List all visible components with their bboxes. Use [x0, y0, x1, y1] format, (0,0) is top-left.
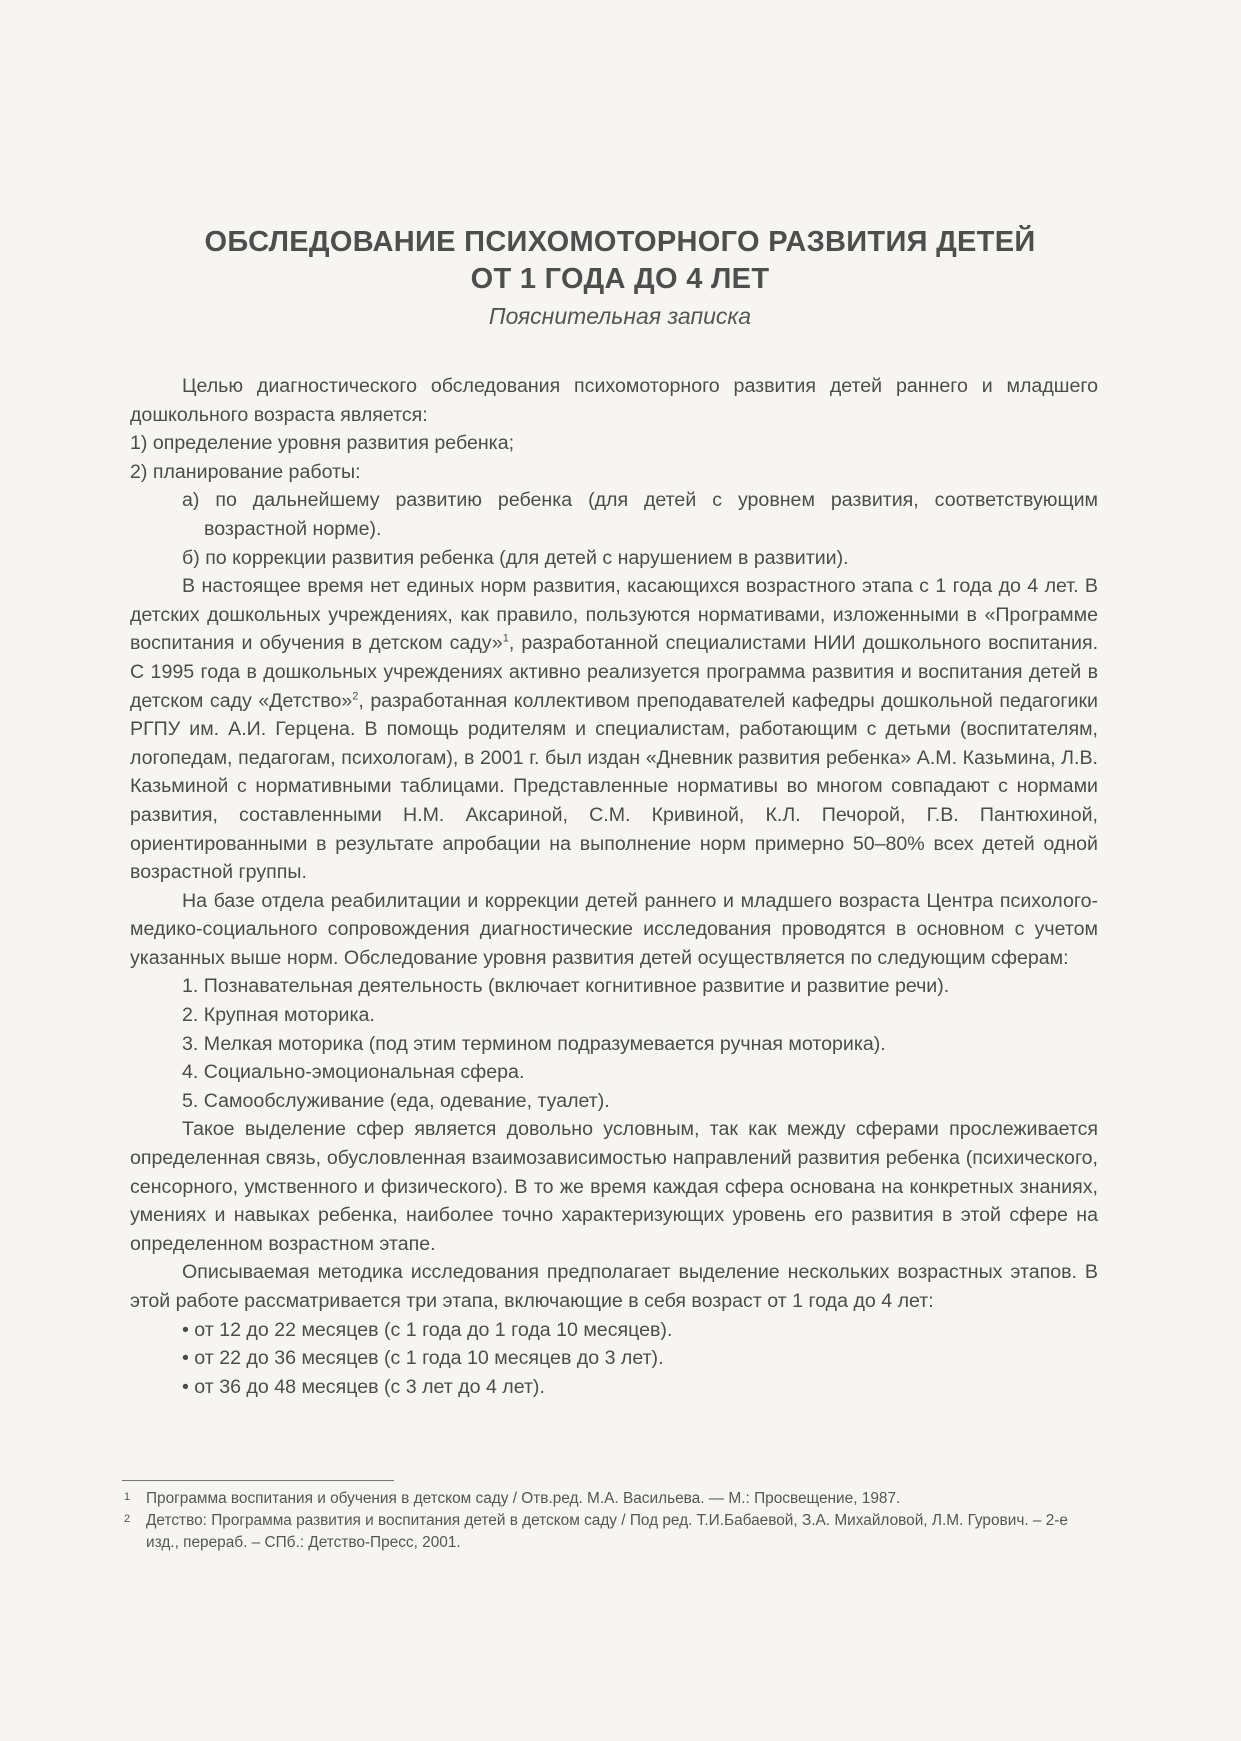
paragraph-center: На базе отдела реабилитации и коррекции детей раннего и младшего возраста Центра психолого-медико-социального сопровождения диагностические исследования проводятся в основном с учетом указанных выше норм. Обследование уровня развития детей осуществляется по следующим сферам: [130, 889, 1098, 969]
footnotes [122, 1488, 1102, 1554]
paragraph-method: Описываемая методика исследования предполагает выделение нескольких возрастных этапов. В этой работе рассматривается три этапа, включающие в себя возраст от 1 года до 4 лет: [130, 1261, 1098, 1312]
sphere-item: 2. Крупная моторика. [182, 1004, 375, 1027]
paragraph-norms-part-2: , разработанной специалистами НИИ дошкольного воспитания. С 1995 года в дошкольных учреждениях активно реализуется программа развития и воспитания детей в детском саду «Детство» [130, 632, 1099, 712]
sphere-item: 1. Познавательная деятельность (включает когнитивное развитие и развитие речи). [182, 975, 950, 998]
footnote-ref-1: 1 [502, 632, 509, 645]
page-subtitle: Пояснительная записка [488, 303, 752, 329]
paragraph-norms [130, 572, 1098, 887]
title-block [120, 224, 1120, 332]
footnote-divider [122, 1480, 394, 1481]
paragraph-intro: Целью диагностического обследования психомоторного развития детей раннего и младшего дошкольного возраста является: [130, 375, 1098, 426]
list-item: 2) планирование работы: [130, 460, 361, 483]
stage-item: • от 12 до 22 месяцев (с 1 года до 1 года 10 месяцев). [182, 1318, 673, 1341]
list-item: 1) определение уровня развития ребенка; [130, 432, 515, 455]
footnote-number: 1 [124, 1491, 131, 1503]
stage-item: • от 36 до 48 месяцев (с 3 лет до 4 лет). [182, 1375, 545, 1398]
sub-list-item-text: а) по дальнейшему развитию ребенка (для детей с уровнем развития, соответствующим возрастной норме). [182, 489, 1098, 540]
sub-list-item: б) по коррекции развития ребенка (для детей с нарушением в развитии). [182, 546, 849, 569]
footnote-ref-2: 2 [352, 690, 359, 702]
paragraph-norms-part-1: В настоящее время нет единых норм развития, касающихся возрастного этапа с 1 года до 4 лет. В детских дошкольных учреждениях, как правило, пользуются нормативами, изложенными в «Программе воспитания и обучения в детском саду» [130, 575, 1098, 655]
sphere-item: 3. Мелкая моторика (под этим термином подразумевается ручная моторика). [182, 1032, 886, 1055]
footnote-text: Детство: Программа развития и воспитания детей в детском саду / Под ред. Т.И.Бабаевой, З.А. Михайловой, Л.М. Гурович. – 2-е изд., перераб. – СПб.: Детство-Пресс, 2001. [146, 1512, 1068, 1551]
paragraph-norms-part-3: , разработанная коллективом преподавателей кафедры дошкольной педагогики РГПУ им. А.И. Герцена. В помощь родителям и специалистам, работающим с детьми (воспитателям, логопедам, педагогам, психологам), в 2001 г. был издан «Дневник развития ребенка» А.М. Казьмина, Л.В. Казьминой с нормативными таблицами. Представленные нормативы во многом совпадают с нормами развития, составленными Н.М. Аксариной, С.М. Кривиной, К.Л. Печорой, Г.В. Пантюхиной, ориентированными в результате апробации на выполнение норм примерно 50–80% всех детей одной возрастной группы. [130, 689, 1098, 884]
footnote-text: Программа воспитания и обучения в детском саду / Отв.ред. М.А. Васильева. — М.: Просвещение, 1987. [146, 1490, 901, 1507]
page-title-line-1: ОБСЛЕДОВАНИЕ ПСИХОМОТОРНОГО РАЗВИТИЯ ДЕТЕЙ [204, 226, 1036, 258]
page-title-line-2: ОТ 1 ГОДА ДО 4 ЛЕТ [470, 263, 770, 295]
paragraph-spheres: Такое выделение сфер является довольно условным, так как между сферами прослеживается определенная связь, обусловленная взаимозависимостью направлений развития ребенка (психического, сенсорного, умственного и физического). В то же время каждая сфера основана на конкретных знаниях, умениях и навыках ребенка, наиболее точно характеризующих уровень его развития в этой сфере на определенном возрастном этапе. [130, 1118, 1098, 1255]
sphere-item: 4. Социально-эмоциональная сфера. [182, 1061, 525, 1084]
sub-list-item [130, 486, 1098, 543]
sphere-item: 5. Самообслуживание (еда, одевание, туалет). [182, 1089, 610, 1112]
body-text [130, 372, 1098, 1401]
footnote-number: 2 [124, 1513, 131, 1525]
footnote [122, 1510, 1102, 1554]
stage-item: • от 22 до 36 месяцев (с 1 года 10 месяцев до 3 лет). [182, 1347, 664, 1370]
footnote [122, 1488, 1102, 1510]
